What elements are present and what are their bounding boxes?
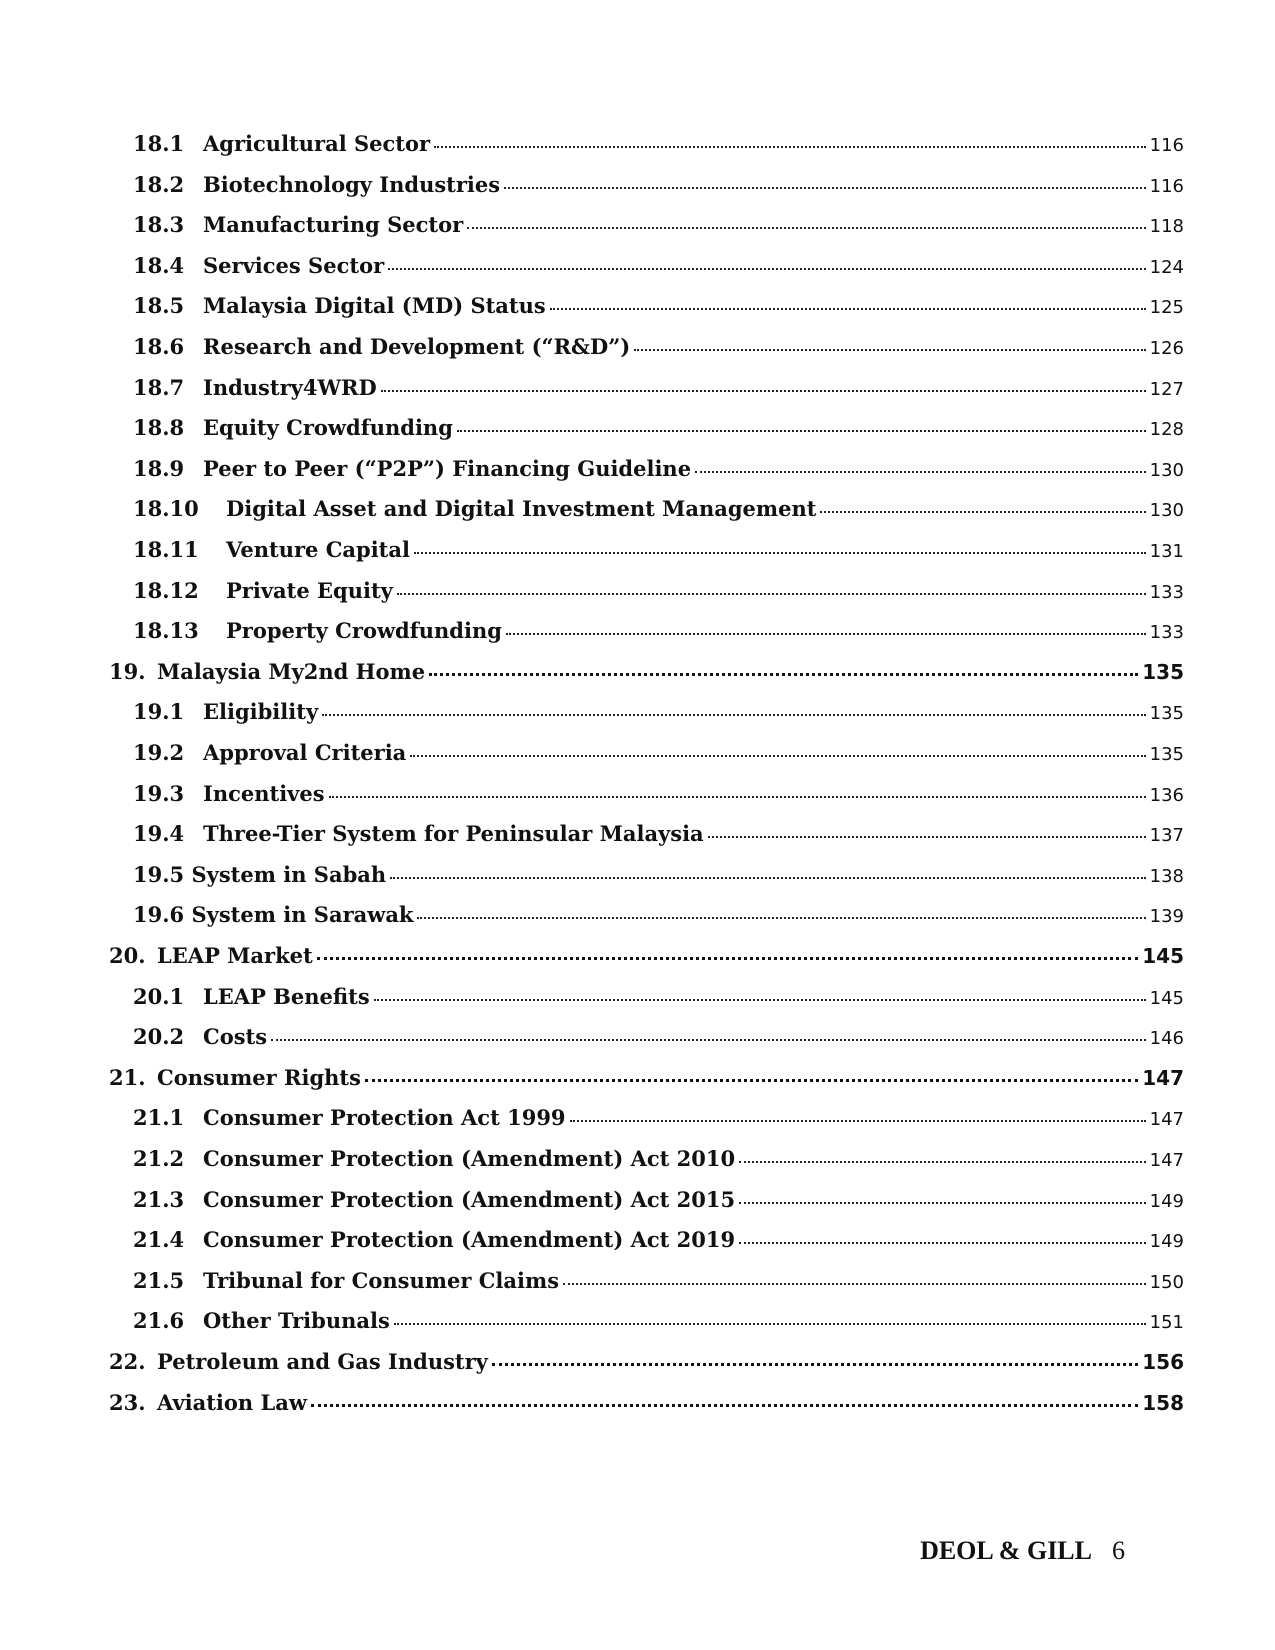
toc-entry-page-number: 126 (1149, 338, 1184, 359)
toc-entry-page-number: 147 (1142, 1066, 1184, 1090)
toc-dot-leader (271, 1039, 1146, 1041)
toc-entry-page-number: 146 (1149, 1028, 1184, 1049)
toc-entry-page-number: 145 (1149, 988, 1184, 1009)
toc-dot-leader (311, 1404, 1138, 1407)
toc-entry-page-number: 137 (1149, 825, 1184, 846)
toc-dot-leader (434, 146, 1146, 148)
toc-entry-number: 21.2 (133, 1146, 185, 1171)
toc-dot-leader (381, 390, 1146, 392)
toc-section-entry[interactable] (109, 659, 1184, 689)
toc-dot-leader (506, 633, 1146, 635)
toc-entry-title: Peer to Peer (“P2P”) Financing Guideline (203, 456, 692, 481)
toc-dot-leader (492, 1363, 1138, 1366)
toc-entry-title: Malaysia Digital (MD) Status (203, 293, 546, 318)
toc-dot-leader (414, 552, 1146, 554)
toc-subsection-entry[interactable] (133, 821, 1184, 851)
toc-section-entry[interactable] (109, 943, 1184, 973)
toc-entry-number: 20. (109, 943, 146, 968)
toc-entry-number: 19.2 (133, 740, 185, 765)
toc-dot-leader (739, 1202, 1146, 1204)
toc-entry-title: LEAP Market (157, 943, 313, 968)
toc-dot-leader (397, 593, 1146, 595)
toc-dot-leader (410, 755, 1145, 757)
toc-entry-page-number: 158 (1142, 1391, 1184, 1415)
toc-entry-page-number: 139 (1149, 906, 1184, 927)
toc-entry-number: 21.6 (133, 1308, 185, 1333)
page-footer (920, 1536, 1125, 1566)
toc-subsection-entry[interactable] (133, 496, 1184, 526)
toc-entry-title: Consumer Protection Act 1999 (203, 1105, 566, 1130)
toc-entry-title: Malaysia My2nd Home (157, 659, 426, 684)
toc-entry-title: 19.5 System in Sabah (133, 862, 387, 887)
toc-dot-leader (820, 511, 1145, 513)
toc-entry-title: 19.6 System in Sarawak (133, 902, 414, 927)
toc-entry-number: 18.1 (133, 131, 185, 156)
toc-entry-number: 18.11 (133, 537, 199, 562)
toc-subsection-entry[interactable] (133, 618, 1184, 648)
toc-entry-number: 19.3 (133, 781, 185, 806)
toc-entry-title: Manufacturing Sector (203, 212, 464, 237)
toc-entry-number: 19.4 (133, 821, 185, 846)
toc-subsection-entry[interactable] (133, 131, 1184, 161)
toc-subsection-entry[interactable] (133, 172, 1184, 202)
toc-entry-page-number: 138 (1149, 866, 1184, 887)
toc-entry-title: Consumer Protection (Amendment) Act 2019 (203, 1227, 736, 1252)
toc-entry-title: Consumer Protection (Amendment) Act 2015 (203, 1187, 736, 1212)
toc-entry-title: Eligibility (203, 699, 319, 724)
toc-dot-leader (365, 1079, 1138, 1082)
toc-entry-page-number: 124 (1149, 257, 1184, 278)
toc-dot-leader (317, 957, 1139, 960)
toc-dot-leader (708, 836, 1146, 838)
toc-dot-leader (504, 187, 1146, 189)
toc-subsection-entry[interactable] (133, 1024, 1184, 1054)
toc-entry-number: 21. (109, 1065, 146, 1090)
toc-subsection-entry[interactable] (133, 578, 1184, 608)
toc-entry-number: 18.9 (133, 456, 185, 481)
toc-entry-number: 19.1 (133, 699, 185, 724)
toc-dot-leader (739, 1161, 1146, 1163)
toc-entry-number: 21.1 (133, 1105, 185, 1130)
toc-dot-leader (429, 673, 1138, 676)
toc-entry-number: 18.7 (133, 375, 185, 400)
toc-entry-page-number: 156 (1142, 1350, 1184, 1374)
toc-entry-title: Consumer Rights (157, 1065, 361, 1090)
toc-entry-page-number: 116 (1149, 135, 1184, 156)
toc-entry-number: 18.13 (133, 618, 199, 643)
toc-dot-leader (322, 714, 1145, 716)
toc-entry-page-number: 150 (1149, 1272, 1184, 1293)
toc-entry-title: Equity Crowdfunding (203, 415, 453, 440)
toc-subsection-entry[interactable] (133, 415, 1184, 445)
toc-dot-leader (695, 471, 1146, 473)
toc-entry-page-number: 133 (1149, 582, 1184, 603)
toc-subsection-entry[interactable] (133, 781, 1184, 811)
toc-entry-title: Property Crowdfunding (226, 618, 502, 643)
toc-section-entry[interactable] (109, 1390, 1184, 1420)
toc-dot-leader (417, 917, 1145, 919)
toc-dot-leader (394, 1323, 1146, 1325)
toc-subsection-entry[interactable] (133, 1268, 1184, 1298)
toc-subsection-entry[interactable] (133, 740, 1184, 770)
toc-dot-leader (390, 877, 1146, 879)
toc-entry-page-number: 135 (1149, 744, 1184, 765)
toc-subsection-entry[interactable] (133, 862, 1184, 892)
toc-dot-leader (739, 1242, 1146, 1244)
toc-subsection-entry[interactable] (133, 537, 1184, 567)
toc-entry-title: Private Equity (226, 578, 393, 603)
toc-dot-leader (550, 308, 1146, 310)
toc-entry-title: Agricultural Sector (203, 131, 431, 156)
toc-entry-page-number: 118 (1149, 216, 1184, 237)
toc-entry-number: 20.1 (133, 984, 185, 1009)
toc-entry-number: 23. (109, 1390, 146, 1415)
toc-entry-title: LEAP Benefits (203, 984, 370, 1009)
toc-entry-number: 21.5 (133, 1268, 185, 1293)
toc-dot-leader (329, 796, 1146, 798)
toc-entry-number: 22. (109, 1349, 146, 1374)
toc-entry-title: Three-Tier System for Peninsular Malaysia (203, 821, 704, 846)
toc-dot-leader (467, 227, 1145, 229)
toc-entry-page-number: 125 (1149, 297, 1184, 318)
toc-subsection-entry[interactable] (133, 253, 1184, 283)
toc-entry-page-number: 130 (1149, 500, 1184, 521)
toc-entry-number: 18.4 (133, 253, 185, 278)
toc-dot-leader (563, 1283, 1146, 1285)
toc-entry-title: Approval Criteria (203, 740, 407, 765)
toc-subsection-entry[interactable] (133, 456, 1184, 486)
toc-subsection-entry[interactable] (133, 902, 1184, 932)
toc-entry-page-number: 130 (1149, 460, 1184, 481)
toc-subsection-entry[interactable] (133, 1105, 1184, 1135)
toc-entry-number: 18.6 (133, 334, 185, 359)
toc-entry-page-number: 149 (1149, 1231, 1184, 1252)
toc-subsection-entry[interactable] (133, 1187, 1184, 1217)
toc-entry-number: 21.4 (133, 1227, 185, 1252)
toc-entry-title: Incentives (203, 781, 325, 806)
toc-entry-title: Services Sector (203, 253, 385, 278)
toc-entry-page-number: 147 (1149, 1109, 1184, 1130)
toc-entry-title: Aviation Law (157, 1390, 307, 1415)
toc-entry-title: Costs (203, 1024, 268, 1049)
toc-entry-number: 19. (109, 659, 146, 684)
toc-subsection-entry[interactable] (133, 1308, 1184, 1338)
toc-dot-leader (570, 1120, 1146, 1122)
toc-entry-page-number: 149 (1149, 1191, 1184, 1212)
toc-subsection-entry[interactable] (133, 1146, 1184, 1176)
toc-entry-number: 20.2 (133, 1024, 185, 1049)
toc-entry-page-number: 135 (1149, 703, 1184, 724)
toc-entry-number: 21.3 (133, 1187, 185, 1212)
toc-entry-page-number: 145 (1142, 944, 1184, 968)
toc-entry-page-number: 151 (1149, 1312, 1184, 1333)
toc-entry-title: Petroleum and Gas Industry (157, 1349, 488, 1374)
toc-entry-title: Biotechnology Industries (203, 172, 501, 197)
toc-entry-number: 18.12 (133, 578, 199, 603)
toc-entry-title: Consumer Protection (Amendment) Act 2010 (203, 1146, 736, 1171)
toc-entry-number: 18.2 (133, 172, 185, 197)
toc-section-entry[interactable] (109, 1065, 1184, 1095)
toc-entry-title: Tribunal for Consumer Claims (203, 1268, 560, 1293)
toc-entry-page-number: 135 (1142, 660, 1184, 684)
toc-section-entry[interactable] (109, 1349, 1184, 1379)
toc-entry-number: 18.5 (133, 293, 185, 318)
toc-dot-leader (388, 268, 1146, 270)
toc-entry-page-number: 147 (1149, 1150, 1184, 1171)
toc-dot-leader (634, 349, 1145, 351)
toc-subsection-entry[interactable] (133, 334, 1184, 364)
footer-page-number: 6 (1112, 1536, 1125, 1565)
toc-entry-page-number: 116 (1149, 176, 1184, 197)
toc-entry-title: Industry4WRD (203, 375, 377, 400)
toc-entry-number: 18.8 (133, 415, 185, 440)
toc-subsection-entry[interactable] (133, 293, 1184, 323)
toc-subsection-entry[interactable] (133, 699, 1184, 729)
toc-entry-page-number: 136 (1149, 785, 1184, 806)
toc-subsection-entry[interactable] (133, 1227, 1184, 1257)
toc-subsection-entry[interactable] (133, 375, 1184, 405)
toc-entry-page-number: 128 (1149, 419, 1184, 440)
toc-dot-leader (374, 999, 1146, 1001)
toc-subsection-entry[interactable] (133, 212, 1184, 242)
toc-entry-number: 18.10 (133, 496, 199, 521)
toc-entry-page-number: 131 (1149, 541, 1184, 562)
toc-entry-title: Venture Capital (226, 537, 410, 562)
toc-entry-title: Research and Development (“R&D”) (203, 334, 631, 359)
toc-dot-leader (457, 430, 1146, 432)
footer-brand: DEOL & GILL (920, 1536, 1092, 1565)
toc-entry-title: Digital Asset and Digital Investment Management (226, 496, 817, 521)
toc-subsection-entry[interactable] (133, 984, 1184, 1014)
toc-entry-title: Other Tribunals (203, 1308, 390, 1333)
toc-entry-page-number: 127 (1149, 379, 1184, 400)
toc-entry-page-number: 133 (1149, 622, 1184, 643)
toc-entry-number: 18.3 (133, 212, 185, 237)
